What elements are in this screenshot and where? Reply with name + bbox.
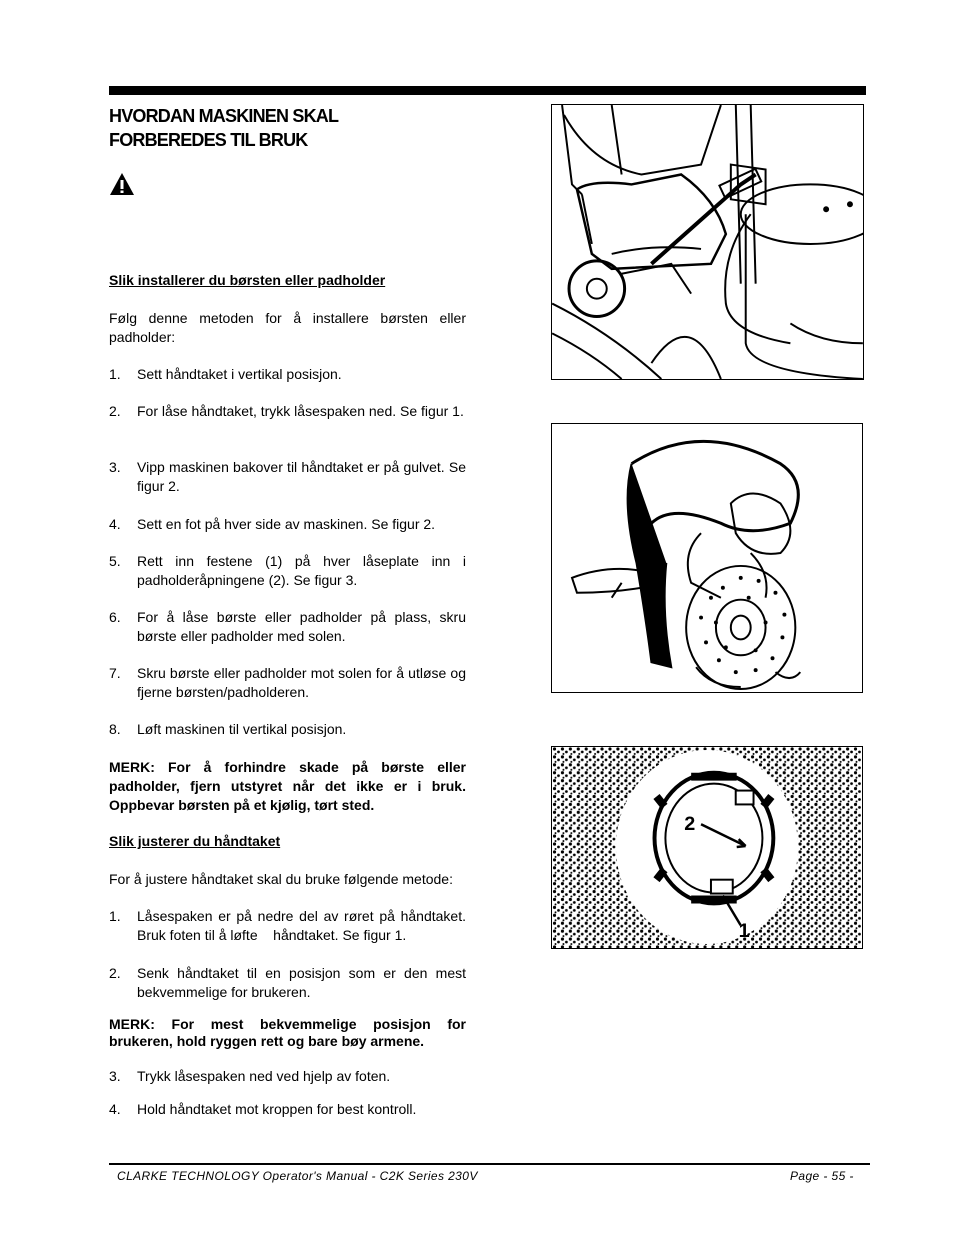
adjust-intro: For å justere håndtaket skal du bruke følgende metode: bbox=[109, 871, 453, 887]
install-note: MERK: For å forhindre skade på børste eller padholder, fjern utstyret når det ikke er i bruk. Oppbevar børsten på et kjølig, tørt sted. bbox=[109, 759, 466, 813]
figure-3-label-2: 2 bbox=[684, 813, 696, 836]
install-intro: Følg denne metoden for å installere børsten eller padholder: bbox=[109, 310, 466, 345]
page-title-line-1: HVORDAN MASKINEN SKAL bbox=[109, 106, 339, 126]
install-step-5: 5. Rett inn festene (1) på hver låseplate inn i padholderåpningene (2). Se figur 3. bbox=[109, 553, 466, 588]
install-step-8: 8. Løft maskinen til vertikal posisjon. bbox=[109, 721, 347, 737]
figure-3-label-1: 1 bbox=[738, 920, 750, 943]
adjust-step-4: 4. Hold håndtaket mot kroppen for best kontroll. bbox=[109, 1101, 417, 1117]
footer-page-number: Page - 55 - bbox=[790, 1169, 854, 1183]
warning-icon bbox=[109, 172, 135, 196]
install-step-7: 7. Skru børste eller padholder mot solen for å utløse og fjerne børsten/padholderen. bbox=[109, 665, 466, 700]
adjust-step-3: 3. Trykk låsespaken ned ved hjelp av foten. bbox=[109, 1068, 391, 1084]
install-step-2: 2. For låse håndtaket, trykk låsespaken ned. Se figur 1. bbox=[109, 403, 464, 419]
install-step-4: 4. Sett en fot på hver side av maskinen. Se figur 2. bbox=[109, 516, 436, 532]
install-step-3: 3. Vipp maskinen bakover til håndtaket er på gulvet. Se figur 2. bbox=[109, 459, 466, 494]
install-subheading: Slik installerer du børsten eller padholder bbox=[109, 272, 386, 288]
page-title-line-2: FORBEREDES TIL BRUK bbox=[109, 130, 308, 150]
figure-1-foot-lever bbox=[551, 104, 864, 380]
page-title bbox=[109, 104, 509, 152]
figure-2-person-tilting-machine bbox=[551, 423, 863, 693]
figure-3-lock-plate bbox=[551, 746, 863, 949]
adjust-step-1: 1. Låsespaken er på nedre del av røret på håndtaket. Bruk foten til å løfte håndtaket. Se figur 1. bbox=[109, 908, 470, 943]
adjust-subheading: Slik justerer du håndtaket bbox=[109, 833, 281, 849]
adjust-note: MERK: For mest bekvemmelige posisjon for brukeren, hold ryggen rett og bare bøy armene. bbox=[109, 1016, 466, 1049]
footer-manual-title: CLARKE TECHNOLOGY Operator's Manual - C2K Series 230V bbox=[117, 1169, 478, 1183]
install-step-6: 6. For å låse børste eller padholder på plass, skru børste eller padholder med solen. bbox=[109, 609, 466, 644]
adjust-step-2: 2. Senk håndtaket til en posisjon som er den mest bekvemmelige for brukeren. bbox=[109, 965, 466, 1000]
install-step-1: 1. Sett håndtaket i vertikal posisjon. bbox=[109, 366, 342, 382]
top-rule bbox=[109, 86, 866, 95]
footer-rule bbox=[109, 1163, 870, 1165]
